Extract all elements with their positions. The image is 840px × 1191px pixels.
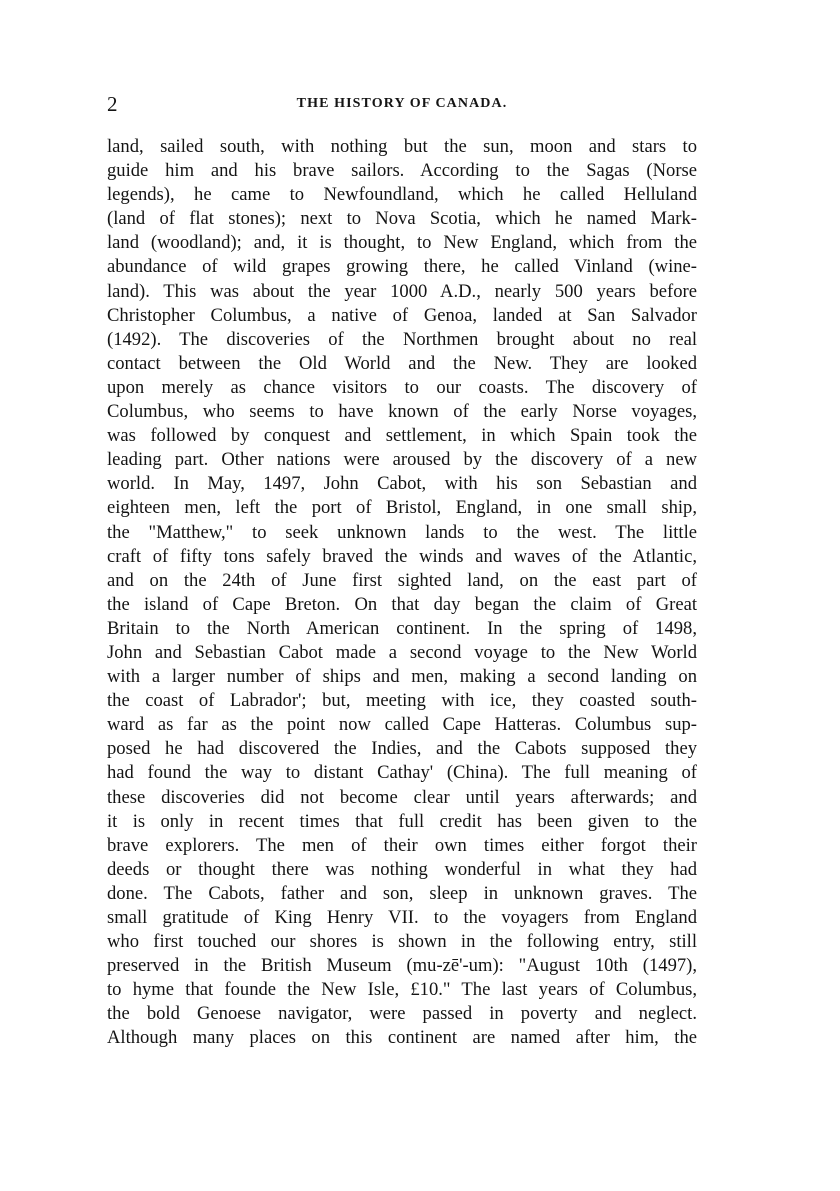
text-line: land (woodland); and, it is thought, to New England, which from the <box>107 232 697 254</box>
text-line: land, sailed south, with nothing but the sun, moon and stars to <box>107 136 697 157</box>
text-line: abundance of wild grapes growing there, he called Vinland (wine- <box>107 256 697 278</box>
text-line: deeds or thought there was nothing wonderful in what they had <box>107 858 697 880</box>
text-line: to hyme that founde the New Isle, £10." The last years of Columbus, <box>107 979 697 1001</box>
text-line: Christopher Columbus, a native of Genoa, landed at San Salvador <box>107 304 697 326</box>
page-number: 2 <box>107 92 118 116</box>
text-line: the bold Genoese navigator, were passed in poverty and neglect. <box>107 1003 697 1025</box>
text-line: leading part. Other nations were aroused by the discovery of a new <box>107 449 697 471</box>
text-line: with a larger number of ships and men, making a second landing on <box>107 666 697 688</box>
text-line: contact between the Old World and the New. They are looked <box>107 352 697 374</box>
text-line: it is only in recent times that full credit has been given to the <box>107 810 697 832</box>
text-line: brave explorers. The men of their own times either forgot their <box>107 834 697 856</box>
text-line: eighteen men, left the port of Bristol, England, in one small ship, <box>107 497 697 519</box>
running-head <box>107 93 697 115</box>
text-line: Britain to the North American continent. In the spring of 1498, <box>107 617 697 639</box>
text-line: land). This was about the year 1000 A.D., nearly 500 years before <box>107 280 697 302</box>
text-line: Columbus, who seems to have known of the early Norse voyages, <box>107 401 697 423</box>
text-line: the "Matthew," to seek unknown lands to the west. The little <box>107 521 697 543</box>
text-line: small gratitude of King Henry VII. to the voyagers from England <box>107 907 697 928</box>
body-text <box>107 135 697 1051</box>
text-line: legends), he came to Newfoundland, which he called Helluland <box>107 184 697 206</box>
text-line: (1492). The discoveries of the Northmen brought about no real <box>107 328 697 350</box>
text-line: and on the 24th of June first sighted land, on the east part of <box>107 569 697 591</box>
text-line: upon merely as chance visitors to our coasts. The discovery of <box>107 376 697 398</box>
text-line: Although many places on this continent are named after him, the <box>107 1027 697 1049</box>
text-line: preserved in the British Museum (mu-zē'-um): "August 10th (1497), <box>107 955 697 977</box>
text-line: was followed by conquest and settlement, in which Spain took the <box>107 425 697 447</box>
text-line: guide him and his brave sailors. According to the Sagas (Norse <box>107 160 697 182</box>
text-line: posed he had discovered the Indies, and the Cabots supposed they <box>107 738 697 760</box>
text-line: who first touched our shores is shown in the following entry, still <box>107 931 697 953</box>
text-line: these discoveries did not become clear until years afterwards; and <box>107 786 697 808</box>
header-title: THE HISTORY OF CANADA. <box>296 96 508 111</box>
text-line: John and Sebastian Cabot made a second voyage to the New World <box>107 641 697 663</box>
text-line: the island of Cape Breton. On that day began the claim of Great <box>107 593 697 615</box>
text-line: had found the way to distant Cathay' (China). The full meaning of <box>107 762 697 784</box>
text-line: ward as far as the point now called Cape Hatteras. Columbus sup- <box>107 714 697 736</box>
text-line: world. In May, 1497, John Cabot, with his son Sebastian and <box>107 473 697 495</box>
text-line: craft of fifty tons safely braved the winds and waves of the Atlantic, <box>107 545 697 567</box>
text-line: done. The Cabots, father and son, sleep in unknown graves. The <box>107 882 697 904</box>
text-line: (land of flat stones); next to Nova Scotia, which he named Mark- <box>107 208 697 230</box>
text-line: the coast of Labrador'; but, meeting with ice, they coasted south- <box>107 690 697 712</box>
